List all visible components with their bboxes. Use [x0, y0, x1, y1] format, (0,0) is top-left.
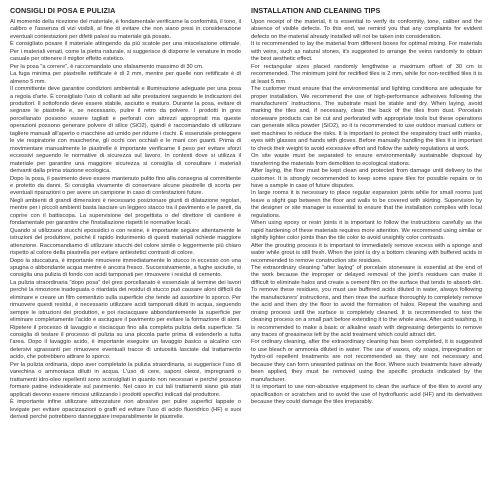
english-paragraph: The extraordinary cleaning "after laying" of porcelain stoneware is essential at the end of the work because the improper or delayed removal of the joint's residues can make it difficult to eliminate halos and create a cement film on the surface that tends to absorb dirt. To remove these residues, you must use buffered acids diluted in water, always following the manufacturers' instructions, and then rinse the surface thoroughly to completely remove the acid and then dry the floor to avoid the formation of halos. Repeat the washing and rinsing process until the surface is completely cleaned. It is recommended to test the cleaning process on a small part before extending it to the whole area. After acid washing, it is recommended to make a basic or alkaline wash with degreasing detergents to remove any traces of greasiness left by the acid treatment which could attract dirt. [251, 264, 482, 339]
english-paragraph: For ordinary cleaning, after the extraordinary cleaning has been completed, it is suggested to use bleach or ammonia diluted in water. The use of waxes, oily soaps, impregnation or hydro-oil repellent treatments are not recommended as they are not necessary and because they can form unwanted patinas on the floor. Where such treatments have already been applied, they must be removed using the specific products indicated by the manufacturer. [251, 339, 482, 383]
italian-paragraph: La fuga minima per piastrelle rettificate è di 2 mm, mentre per quelle non rettificate è di almeno 5 mm. [10, 71, 241, 85]
english-body [251, 19, 482, 407]
italian-paragraph: Dopo la posa, il pavimento deve essere mantenuto pulito fino alla consegna al committente e protetto da danni. Si consiglia vivamente di conservare alcune piastrelle di scorta per eventuali riparazioni o per avere un campione in caso di contestazioni future. [10, 175, 241, 197]
english-title: INSTALLATION AND CLEANING TIPS [251, 6, 381, 15]
italian-paragraph: Per la pulizia ordinaria, dopo aver completato la pulizia straordinaria, si suggerisce l'uso di varechina o ammoniaca diluiti in acqua. L'uso di cere, saponi oleosi, impregnanti o trattamenti idro-oleo repellenti sono sconsigliati in quanto non necessari e perché possono formare patine indesiderate sul pavimento. Nel caso in cui tali trattamenti siano già stati applicati devono essere rimossi utilizzando i prodotti specifici indicati dal produttore. [10, 361, 241, 398]
italian-paragraph: La pulizia straordinaria "dopo posa" del gres porcellanato è essenziale al termine dei lavori perché la rimozione inadeguata o ritardata dei residui di stucco può causare aloni difficili da eliminare e creare un film cementizio sulla superficie che tende ad assorbire lo sporco. Per rimuovere questi residui, è necessario utilizzare acidi tamponati diluiti in acqua, seguendo sempre le istruzioni dei produttori, e poi risciacquare abbondantemente la superficie per eliminare completamente l'acido e asciugare il pavimento per evitare la formazione di aloni. Ripetere il processo di lavaggio e risciacquo fino alla completa pulizia della superficie. Si consiglia di testare il processo di pulizia su una piccola parte prima di estenderlo a tutta l'area. Dopo il lavaggio acido, è importante eseguire un lavaggio basico a alcalino con detersivi sgrassanti per rimuovere eventuali tracce di untuosità lasciate dal trattamento acido, che potrebbero attirare lo sporco. [10, 279, 241, 361]
english-paragraph: After the grouting process it is important to immediately remove excess with a sponge and water while grout is still fresh. When the joint is dry a bottom cleaning with buffered acids is recommended to remove construction site residues. [251, 242, 482, 264]
italian-title: CONSIGLI DI POSA E PULIZIA [10, 6, 116, 15]
italian-paragraph: È consigliato posare il materiale attingendo da più scatole per una miscelazione ottimale. Per i materiali venati, come la pietra naturale, si suggerisce di disporre le venature in modo casuale per ottenere il miglior effetto estetico. [10, 41, 241, 63]
italian-column [10, 6, 241, 490]
italian-paragraph: Al momento della ricezione del materiale, è fondamentale verificarne la conformità, il tono, il calibro e l'assenza di vizi visibili, al fine di evitare che non siano presi in considerazione eventuali contestazioni per difetti palesi su materiale già posato. [10, 19, 241, 40]
italian-paragraph: Quando si utilizzano stucchi epossidici o con resine, è importante seguire attentamente le istruzioni del produttore, poiché il rapido indurimento di questi materiali richiede maggiore attenzione. Raccomandiamo di utilizzare stucchi del colore simile o leggermente più chiaro rispetto al colore della piastrella per evitare antiestetici contrasti di colore. [10, 227, 241, 257]
italian-paragraph: Dopo la stuccatura, è importante rimuovere immediatamente lo stucco in eccesso con una spugna o abbondante acqua mentre è ancora fresco. Successivamente, a fughe asciutte, si consiglia una pulizia di fondo con acidi tamponati per rimuovere i residui di cemento. [10, 257, 241, 279]
italian-paragraph: Negli ambienti di grandi dimensioni è necessario posizionare giunti di dilatazione regolari, mentre per i piccoli ambienti basta lasciare un leggero stacco tra il pavimento e le pareti, da coprire con il battiscopa. La supervisione del progettista o del direttore di cantiere è fondamentale per garantire che l'installazione rispetti le normative locali. [10, 197, 241, 227]
english-paragraph: It is recommended to lay the material from different boxes for optimal mixing. For materials with veins, such as natural stones, it's suggested to arrange the veins randomly to obtain the best aesthetic effect. [251, 41, 482, 63]
english-paragraph: The customer must ensure that the environmental and lighting conditions are adequate for proper installation. We recommend the use of high-performance adhesives following the manufacturers' instructions. The substrate must be stable and dry. When laying, avoid marking the tiles and, if necessary, clean the back of the tiles from dust. Porcelain stoneware products can be cut and perforated with appropriate tools but these operations can generate silica powder (SiO2), so it is recommended to use outdoor manual cutters or wet machines to reduce the risks. It is important to protect the respiratory tract with masks, eyes with glasses and hands with gloves. Before manually handling the tiles it is important to check their weight to avoid excessive effort and follow the safety regulations at work. [251, 86, 482, 152]
english-paragraph: Upon receipt of the material, it is essential to verify its conformity, tone, caliber and the absence of visible defects. To this end, we remind you that any complaints for evident defects on the material already installed will not be taken into consideration. [251, 19, 482, 40]
english-paragraph: On site waste must be separated to ensure environmentally sustainable disposal by transferring the materials from demolition to ecological stations. [251, 153, 482, 167]
english-paragraph: After laying, the floor must be kept clean and protected from damage until delivery to the customer. It is strongly recommended to keep some spare tiles for possible repairs or to have a sample in case of future disputes. [251, 168, 482, 189]
english-paragraph: In large rooms it is necessary to place regular expansion joints while for small rooms just leave a slight gap between the floor and walls to be covered with skirting. Supervision by the designer or site manager is essential to ensure that the installation complies with local regulations. [251, 190, 482, 219]
english-paragraph: It is important to use non-abrasive equipment to clean the surface of the tiles to avoid any opacification or scratches and to avoid the use of hydrofluoric acid (HF) and its derivatives because they could damage the tiles irreparably. [251, 384, 482, 406]
document-page [10, 6, 482, 490]
italian-body [10, 19, 241, 421]
english-paragraph: For rectangular sizes placed randomly lengthwise a maximum offset of 30 cm is recommended. The minimum joint for rectified tiles is 2 mm, while for non-rectified tiles it is at least 5 mm. [251, 63, 482, 85]
italian-paragraph: È importante infine utilizzare attrezzature non abrasive per pulire superfici lappate o levigate per evitare opacizzazioni o graffi ed evitare l'uso di acido fluoridrico (HF) e suoi derivati perché potrebbero danneggiare irreparabilmente le piastrelle. [10, 399, 241, 421]
english-column [251, 6, 482, 490]
italian-paragraph: Il committente deve garantire condizioni ambientali e illuminazione adeguate per una posa a regola d'arte. È consigliato l'uso di collanti ad alte prestazioni seguendo le indicazioni dei produttori. Il sottofondo deve essere stabile, asciutto e maturo. Durante la posa, evitare di segnare le piastrelle e, se necessario, pulire il retro da polvere. I prodotti in gres porcellanato possono essere tagliati e perforati con attrezzi appropriati ma queste operazioni possono generare polvere di silice (SiO2), quindi è raccomandato di utilizzare tagliere manuali all'aperto o macchine ad umido per ridurre i rischi. È essenziale proteggere le vie respiratorie con mascherine, gli occhi con occhiali e le mani con guanti. Prima di movimentare manualmente le piastrelle è importante verificarne il peso per evitare sforzi eccessivi seguendo le normative di sicurezza sul lavoro. In contesti dove si utilizza il materiale per garantire una maggiore sicurezza si consiglia di consultare i materiali derivanti dalla prima stazione ecologica. [10, 86, 241, 175]
italian-paragraph: Per la posa "a correre", è raccomandato uno sfalsamento massimo di 30 cm. [10, 63, 204, 70]
english-paragraph: When using epoxy or resin joints it is important to follow the instructions carefully as the rapid hardening of these materials requires more attention. We recommend using similar or slightly lighter color joints than the tile color to avoid unsightly color contrasts. [251, 220, 482, 242]
